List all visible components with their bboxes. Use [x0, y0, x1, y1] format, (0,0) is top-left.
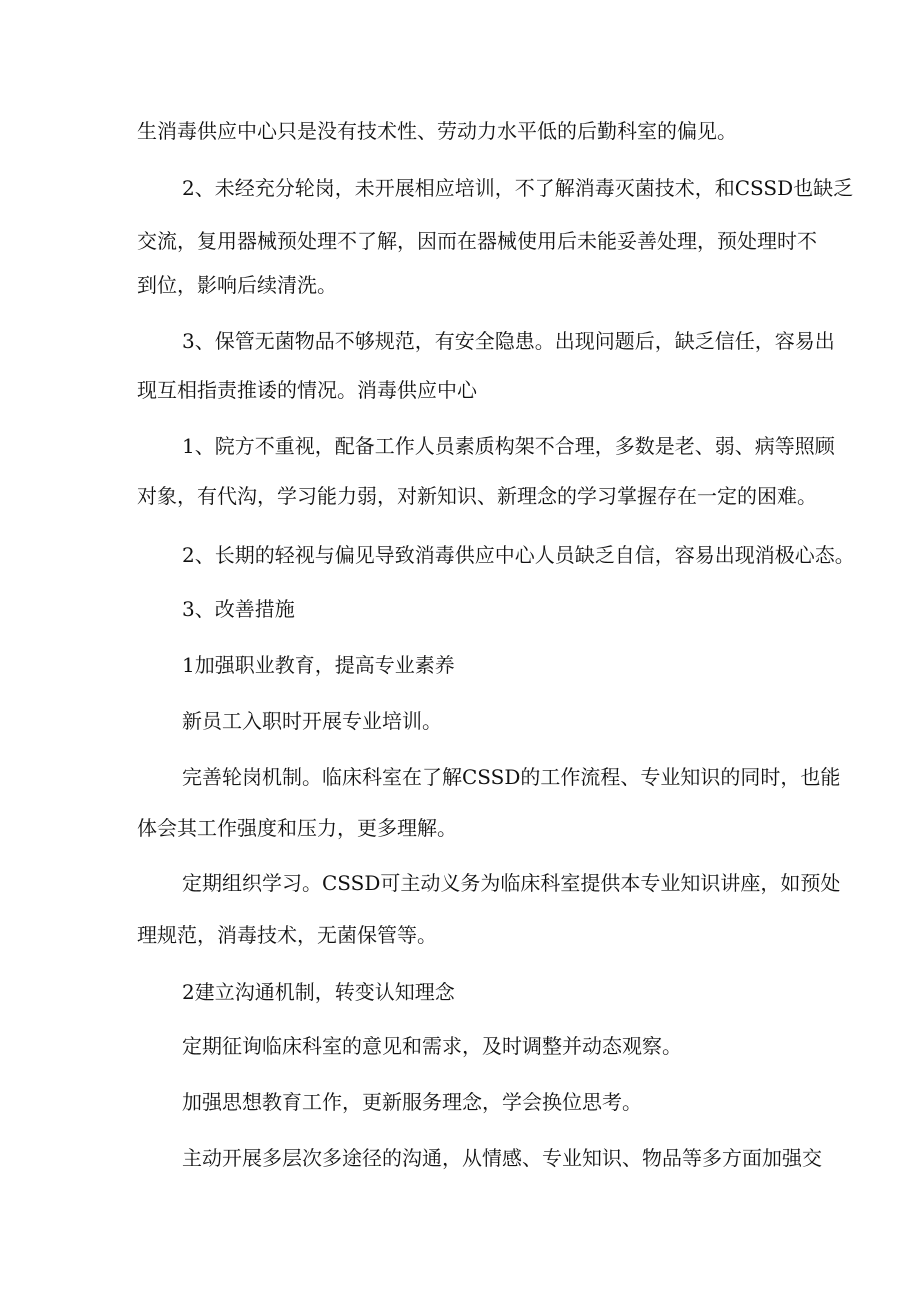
text-line: 完善轮岗机制。临床科室在了解CSSD的工作流程、专业知识的同时，也能	[182, 765, 841, 789]
text-line: 到位，影响后续清洗。	[137, 273, 337, 297]
text-line: 交流，复用器械预处理不了解，因而在器械使用后未能妥善处理，预处理时不	[137, 229, 817, 253]
text-line: 3、保管无菌物品不够规范，有安全隐患。出现问题后，缺乏信任，容易出	[182, 329, 835, 353]
text-line: 2、未经充分轮岗，未开展相应培训，不了解消毒灭菌技术，和CSSD也缺乏	[182, 176, 854, 200]
text-line: 对象，有代沟，学习能力弱，对新知识、新理念的学习掌握存在一定的困难。	[137, 484, 817, 508]
text-line: 2、长期的轻视与偏见导致消毒供应中心人员缺乏自信，容易出现消极心态。	[182, 543, 855, 567]
text-line: 理规范，消毒技术，无菌保管等。	[137, 923, 437, 947]
text-line: 生消毒供应中心只是没有技术性、劳动力水平低的后勤科室的偏见。	[137, 119, 737, 143]
text-line: 定期征询临床科室的意见和需求，及时调整并动态观察。	[182, 1034, 682, 1058]
text-line: 1、院方不重视，配备工作人员素质构架不合理，多数是老、弱、病等照顾	[182, 434, 835, 458]
heading-line: 1加强职业教育，提高专业素养	[182, 653, 455, 677]
text-line: 新员工入职时开展专业培训。	[182, 709, 442, 733]
text-line: 加强思想教育工作，更新服务理念，学会换位思考。	[182, 1090, 642, 1114]
text-line: 体会其工作强度和压力，更多理解。	[137, 816, 457, 840]
heading-line: 2建立沟通机制，转变认知理念	[182, 980, 455, 1004]
text-line: 现互相指责推诿的情况。消毒供应中心	[137, 378, 477, 402]
text-line: 主动开展多层次多途径的沟通，从情感、专业知识、物品等多方面加强交	[182, 1146, 822, 1170]
heading-line: 3、改善措施	[182, 597, 295, 621]
text-line: 定期组织学习。CSSD可主动义务为临床科室提供本专业知识讲座，如预处	[182, 871, 841, 895]
